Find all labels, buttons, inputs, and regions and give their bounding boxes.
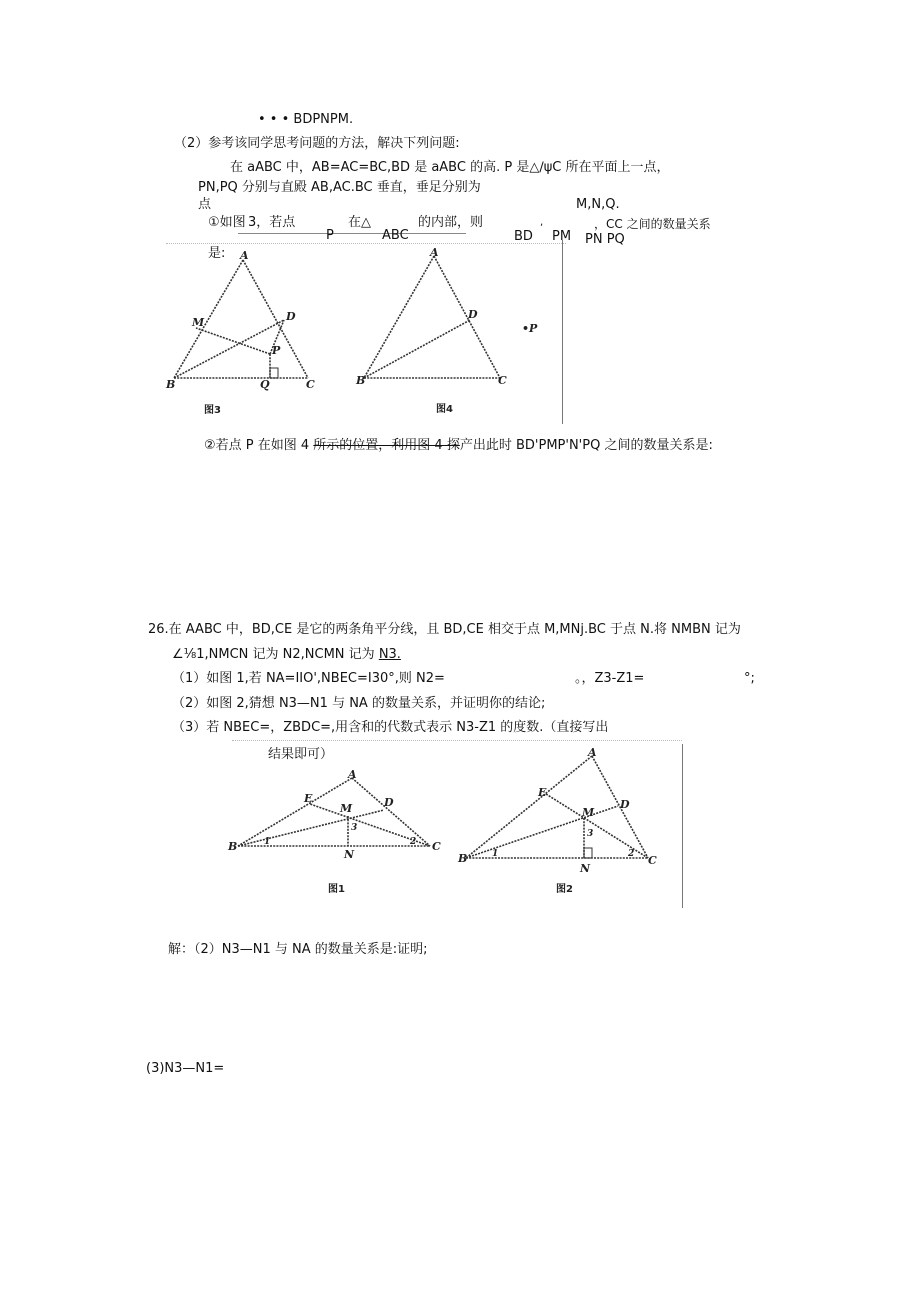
fig2-label-m: M (582, 806, 595, 819)
q3-line: （3）若 NBEC=，ZBDC=,用含和的代数式表示 N3-Z1 的度数.（直接写出 (172, 720, 609, 735)
fig2-angle-3: 3 (587, 829, 594, 839)
q3-continuation: 结果即可） (268, 747, 334, 762)
fig3-caption: 图3 (204, 405, 221, 416)
q1-degree: °; (744, 671, 755, 686)
fig3-label-m: M (192, 316, 205, 329)
q1-comma: , (540, 217, 544, 228)
fig3-label-a: A (240, 249, 249, 262)
q1-in: 在△ (348, 215, 371, 230)
fig2-angle-2: 2 (628, 849, 635, 859)
feet-points: M,N,Q. (576, 197, 620, 212)
fig2-label-c: C (648, 854, 657, 867)
q1-line: （1）如图 1,若 NA=IIO',NBEC=I30°,则 N2= (172, 671, 445, 686)
q1-tail: ，CC 之间的数量关系 (594, 217, 711, 231)
fig4-label-a: A (430, 246, 439, 259)
fig2-label-n: N (580, 862, 591, 875)
stem-2-underlined: N3. (378, 647, 401, 662)
fig3-right-angle (270, 368, 278, 378)
fig3-label-c: C (306, 378, 315, 391)
stem-2-text: ∠⅛1,NMCN 记为 N2,NCMN 记为 (172, 647, 379, 662)
fig1-angle-2: 2 (410, 837, 417, 847)
fig3-side-ac (243, 260, 308, 378)
fig4-side-ac (434, 256, 500, 378)
fig1-angle-3: 3 (351, 823, 358, 833)
fig1-label-b: B (228, 840, 238, 853)
fig4-label-b: B (356, 374, 366, 387)
fig1-label-c: C (432, 840, 441, 853)
q1-label: ①如图 (208, 215, 246, 230)
answer-3: (3)N3—N1= (146, 1061, 225, 1076)
fig2-bisector-bd (466, 806, 618, 858)
q1-pnpq: PN PQ (585, 232, 625, 247)
figure-2 (458, 746, 658, 900)
fig2-caption: 图2 (556, 884, 573, 895)
q1-inside: 的内部，则 (418, 215, 484, 230)
q1-answer-2: 。，Z3-Z1= (575, 671, 645, 686)
fig2-label-b: B (458, 852, 468, 865)
fig3-label-d: D (286, 310, 296, 323)
q1-abc: ABC (382, 228, 409, 243)
fig1-label-d: D (384, 796, 394, 809)
fig2-side-ab (466, 756, 592, 858)
figure-4 (356, 246, 556, 420)
problem26-stem-2 (172, 647, 401, 663)
fig2-right-angle (584, 848, 592, 858)
fig3-label-b: B (166, 378, 176, 391)
q2-line: （2）如图 2,猜想 N3—N1 与 NA 的数量关系，并证明你的结论; (172, 696, 546, 711)
q1-pm: PM (552, 229, 572, 244)
q2-part-a: ②若点 P 在如图 4 (204, 438, 314, 453)
q2-struck-text: 所示的位置，利用图 4 探 (313, 438, 460, 453)
part2-intro: （2）参考该同学思考问题的方法，解决下列问题: (174, 136, 460, 151)
dotted-rule-2 (232, 740, 682, 741)
fig3-label-p: P (272, 344, 281, 357)
fig1-label-a: A (348, 768, 357, 781)
q2-part-b: 产出此时 BD'PMP'N'PQ 之间的数量关系是: (459, 438, 713, 453)
answer-line: 解：（2）N3—N1 与 NA 的数量关系是:证明; (168, 942, 428, 957)
q1-fig: 3，若点 (248, 215, 296, 230)
q1-p: P (326, 228, 334, 243)
problem-line-3: 点 (198, 197, 212, 212)
fig2-label-a: A (588, 746, 597, 759)
fig4-caption: 图4 (436, 404, 453, 415)
fig1-angle-1: 1 (264, 837, 271, 847)
problem26-stem-1: 26.在 AABC 中，BD,CE 是它的两条角平分线，且 BD,CE 相交于点 M,MNj.BC 于点 N.将 NMBN 记为 (148, 622, 741, 637)
q1-underline (238, 233, 466, 234)
q1-bd: BD (514, 229, 533, 244)
fig4-label-d: D (468, 308, 478, 321)
fig4-label-c: C (498, 374, 507, 387)
fig3-label-q: Q (260, 378, 270, 391)
therefore-line: • • • BDPNPM. (258, 112, 354, 127)
fig1-label-n: N (344, 848, 355, 861)
fig3-segment-pm (196, 328, 270, 354)
vertical-rule-1 (562, 240, 563, 424)
dotted-rule-1 (166, 243, 566, 244)
vertical-rule-2 (682, 744, 683, 908)
problem-line-1: 在 aABC 中，AB=AC=BC,BD 是 aABC 的高. P 是△∕ψC 所在平面上一点， (230, 160, 670, 175)
fig2-label-d: D (620, 798, 630, 811)
figure-1 (228, 770, 448, 900)
fig1-bisector-bd (238, 810, 384, 846)
q2-question (204, 438, 713, 454)
q1-is: 是: (208, 246, 226, 261)
fig1-side-ac (352, 778, 430, 846)
fig1-caption: 图1 (328, 884, 345, 895)
fig1-label-e: E (304, 792, 313, 805)
fig2-label-e: E (538, 786, 547, 799)
problem-line-2: PN,PQ 分别与直殿 AB,AC.BC 垂直，垂足分别为 (198, 180, 481, 195)
fig1-label-m: M (340, 802, 353, 815)
figure-3 (166, 250, 326, 420)
fig2-angle-1: 1 (492, 849, 499, 859)
fig4-label-p: •P (522, 322, 538, 335)
